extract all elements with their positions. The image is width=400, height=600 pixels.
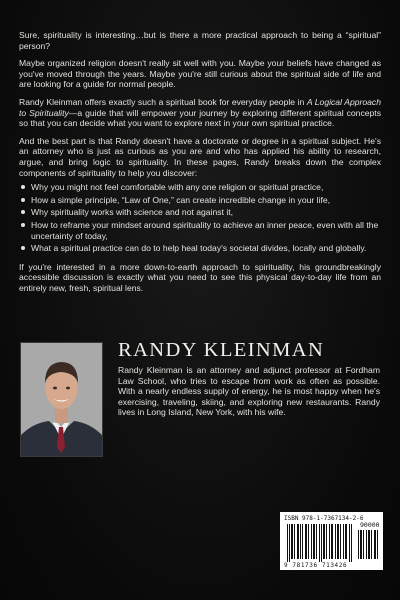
- blurb-paragraph-4: And the best part is that Randy doesn't have a doctorate or degree in a spiritual subject. He's an attorney who is just as curious as you are and who has applied his ability to research, argue, and bring logic to spirituality. In these pages, Randy breaks down the complex components of spirituality to help you discover:: [19, 135, 381, 178]
- discovery-bullet-list: [19, 182, 381, 254]
- blurb-paragraph-3-intro: Randy Kleinman offers exactly such a spiritual book for everyday people in: [19, 96, 307, 107]
- author-name-heading: RANDY KLEINMAN: [118, 339, 325, 361]
- author-photo: [20, 342, 103, 457]
- bullet-text: How a simple principle, “Law of One,” can create incredible change in your life,: [31, 194, 331, 205]
- bullet-item: [19, 182, 381, 193]
- bullet-dot: [21, 246, 25, 250]
- bullet-dot: [21, 185, 25, 189]
- bullet-item: [19, 207, 381, 218]
- bullet-text: What a spiritual practice can do to help heal today's societal divides, locally and globally.: [31, 243, 367, 254]
- bullet-text: How to reframe your mindset around spirituality to achieve an inner peace, even with all the uncertainty of today,: [31, 219, 379, 241]
- bullet-item: [19, 243, 381, 254]
- bullet-item: [19, 195, 381, 206]
- bullet-text: Why spirituality works with science and not against it,: [31, 207, 234, 218]
- author-bio-text: Randy Kleinman is an attorney and adjunct professor at Fordham Law School, who tries to escape from work as often as possible. With a nearly endless supply of energy, he is most happy when he's exercising, traveling, skiing, and exploring new restaurants. Randy lives in Long Island, New York, with his wife.: [118, 365, 380, 418]
- price-code: 90000: [360, 521, 380, 529]
- blurb-paragraph-1: Sure, spirituality is interesting…but is there a more practical approach to being a “spiritual” person?: [19, 30, 381, 51]
- author-bio-section: [20, 339, 382, 459]
- blurb-paragraph-5: If you're interested in a more down-to-earth approach to spirituality, his groundbreakingly accessible discussion is exactly what you need to see this physical day-to-day life from an entirely new, fresh, spiritual lens.: [19, 261, 381, 293]
- bullet-text: Why you might not feel comfortable with any one religion or spiritual practice,: [31, 182, 324, 193]
- isbn-barcode: [280, 512, 383, 570]
- bullet-item: [19, 220, 381, 241]
- isbn-number: ISBN 978-1-7367134-2-6: [284, 515, 364, 522]
- ean-digits: 9 781736 713426: [284, 562, 348, 569]
- book-title-reference: A Logical Approach to Spirituality: [19, 96, 382, 118]
- blurb-paragraph-3: [19, 97, 381, 129]
- bullet-dot: [21, 223, 25, 227]
- blurb-paragraph-3-rest: —a guide that will empower your journey by exploring different spiritual concepts so that you can decide what you want to explore next in your own spiritual practice.: [19, 107, 381, 129]
- author-portrait-illustration: [21, 343, 102, 456]
- blurb-section: [19, 30, 381, 300]
- bullet-dot: [21, 210, 25, 214]
- blurb-paragraph-2: Maybe organized religion doesn't really sit well with you. Maybe your beliefs have changed as you've moved through the years. Maybe you're still curious about the spiritual side of life and are looking for a guide for normal people.: [19, 58, 381, 90]
- bullet-dot: [21, 198, 25, 202]
